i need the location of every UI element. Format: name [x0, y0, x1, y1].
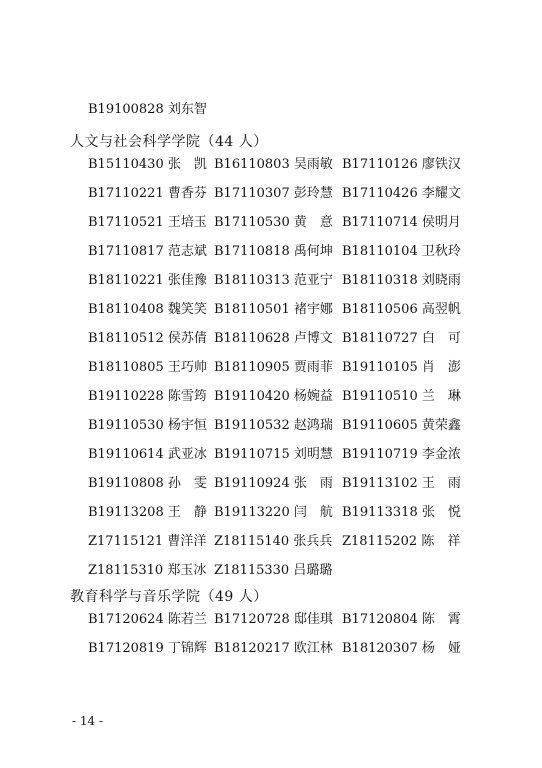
list-item: B18110408 魏笑笑	[88, 302, 207, 317]
list-item: B17110714 侯明月	[342, 215, 461, 230]
list-item: B19110105 肖 澎	[342, 360, 461, 375]
list-item: B19110715 刘明慧	[214, 447, 333, 462]
list-entry-carryover: B19100828 刘东智	[88, 102, 207, 117]
list-item: B18110501 褚宇娜	[214, 302, 333, 317]
list-item: B18110512 侯苏倩	[88, 331, 207, 346]
table-row	[88, 476, 468, 505]
list-item: B19110614 武亚冰	[88, 447, 207, 462]
table-row	[88, 331, 468, 360]
list-item: B18110727 白 可	[342, 331, 461, 346]
list-item: B19110532 赵鸿瑞	[214, 418, 333, 433]
list-item: B17110426 李耀文	[342, 186, 461, 201]
page-number: - 14 -	[72, 714, 104, 728]
list-item: B17110126 廖铁汉	[342, 157, 461, 172]
table-row	[88, 186, 468, 215]
list-item: Z18115140 张兵兵	[214, 534, 333, 549]
list-item: B15110430 张 凯	[88, 157, 207, 172]
list-item: B18110104 卫秋玲	[342, 244, 461, 259]
list-item: B19110510 兰 琳	[342, 389, 461, 404]
name-list-humanities	[88, 157, 468, 592]
list-item: B19110808 孙 雯	[88, 476, 207, 491]
table-row	[88, 641, 468, 670]
table-row	[88, 389, 468, 418]
table-row	[88, 447, 468, 476]
list-item: B17110817 范志斌	[88, 244, 207, 259]
list-item: B17110221 曹香芬	[88, 186, 207, 201]
name-list-education-music	[88, 612, 468, 670]
list-item: B18110313 范亚宁	[214, 273, 333, 288]
list-item: B18110221 张佳豫	[88, 273, 207, 288]
table-row	[88, 157, 468, 186]
list-item: B17120804 陈 霄	[342, 612, 461, 627]
table-row	[88, 244, 468, 273]
list-item: B17110307 彭玲慧	[214, 186, 333, 201]
list-item: B17110530 黄 意	[214, 215, 333, 230]
section-title-education-music: 教育科学与音乐学院（49 人）	[70, 589, 268, 605]
list-item: B19110924 张 雨	[214, 476, 333, 491]
table-row	[88, 505, 468, 534]
list-item: B18120307 杨 娅	[342, 641, 461, 656]
list-item: B16110803 吴雨敏	[214, 157, 333, 172]
list-item: B19113208 王 静	[88, 505, 207, 520]
table-row	[88, 534, 468, 563]
list-item: B17120624 陈若兰	[88, 612, 207, 627]
table-row	[88, 215, 468, 244]
list-item: B19113220 闫 航	[214, 505, 333, 520]
list-item: Z18115310 郑玉冰	[88, 563, 207, 578]
section-title-humanities: 人文与社会科学学院（44 人）	[70, 134, 268, 150]
table-row	[88, 612, 468, 641]
list-item: B17120728 邸佳琪	[214, 612, 333, 627]
list-item: Z18115202 陈 祥	[342, 534, 461, 549]
list-item: B18110628 卢博文	[214, 331, 333, 346]
list-item: B19113318 张 悦	[342, 505, 461, 520]
list-item: B19110420 杨婉益	[214, 389, 333, 404]
list-item: B19113102 王 雨	[342, 476, 461, 491]
list-item: B17110521 王培玉	[88, 215, 207, 230]
list-item: B17120819 丁锦辉	[88, 641, 207, 656]
table-row	[88, 302, 468, 331]
list-item: B19110605 黄荣鑫	[342, 418, 461, 433]
list-item: B19110719 李金浓	[342, 447, 461, 462]
table-row	[88, 418, 468, 447]
list-item: B18110506 高翌帆	[342, 302, 461, 317]
list-item: B19110530 杨宇恒	[88, 418, 207, 433]
table-row	[88, 273, 468, 302]
list-item: Z18115330 吕璐璐	[214, 563, 333, 578]
list-item: Z17115121 曹洋洋	[88, 534, 207, 549]
list-item: B18110318 刘晓雨	[342, 273, 461, 288]
list-item: B18120217 欧江林	[214, 641, 333, 656]
list-item: B18110805 王巧帅	[88, 360, 207, 375]
list-item: B18110905 贾雨菲	[214, 360, 333, 375]
list-item: B19110228 陈雪筠	[88, 389, 207, 404]
table-row	[88, 360, 468, 389]
list-item: B17110818 禹何坤	[214, 244, 333, 259]
